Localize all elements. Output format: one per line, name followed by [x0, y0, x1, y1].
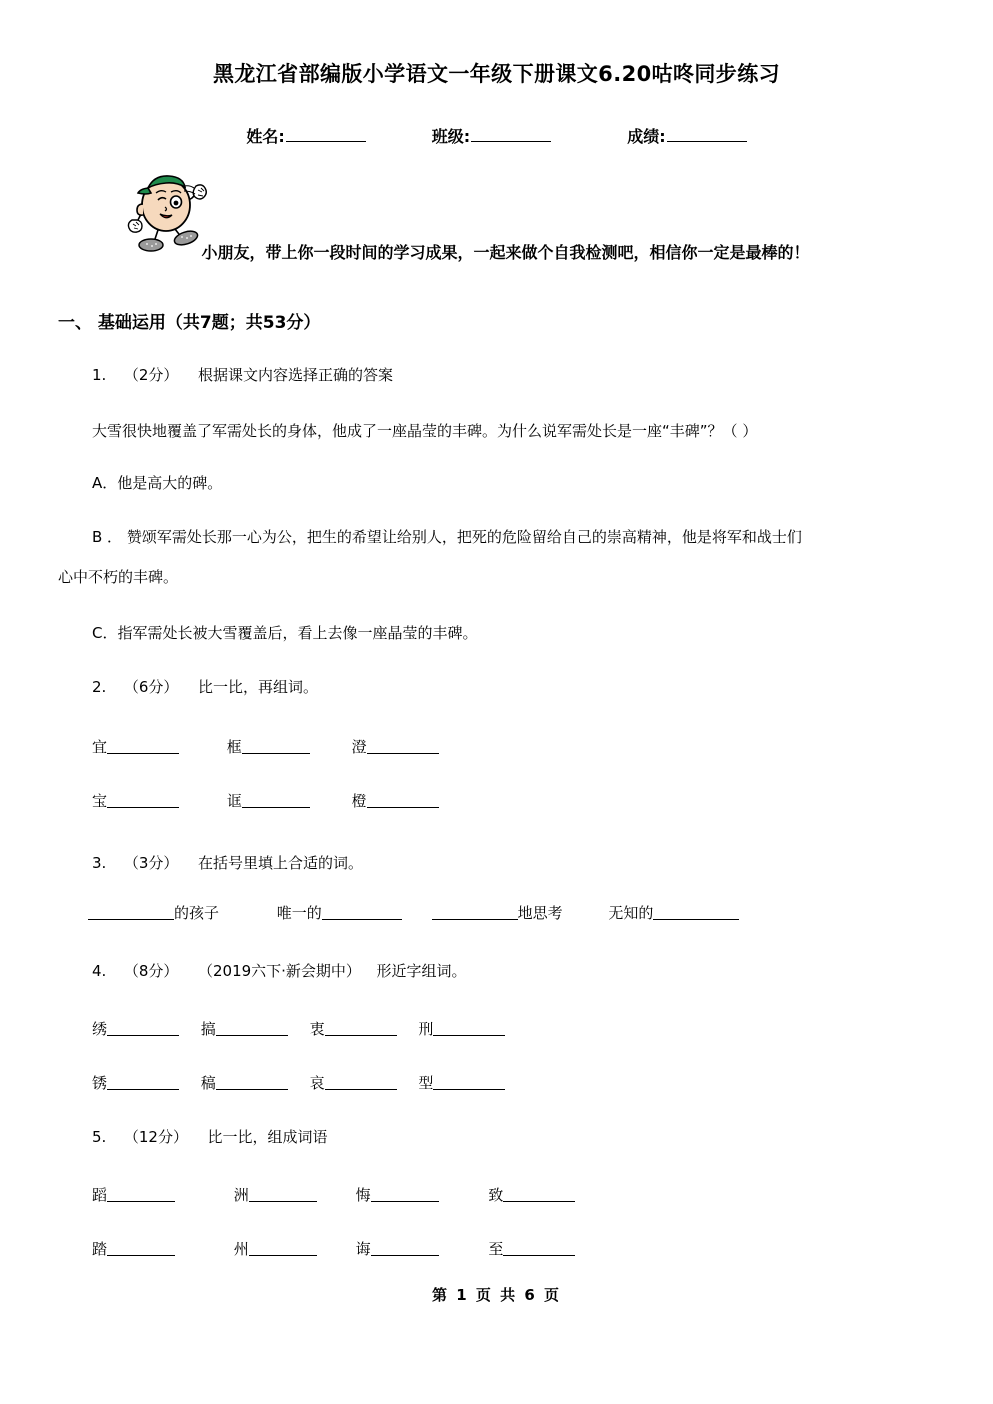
answer-blank[interactable] [107, 1241, 175, 1256]
answer-blank[interactable] [216, 1021, 288, 1036]
question-4-row-2 [92, 1072, 522, 1093]
name-blank[interactable] [286, 126, 366, 142]
answer-blank[interactable] [242, 793, 310, 808]
answer-blank[interactable] [107, 1021, 179, 1036]
student-info-row [0, 124, 993, 147]
question-2-number: 2. [92, 678, 107, 696]
blank-cell[interactable] [227, 790, 347, 811]
question-1-points: （2分） [123, 366, 179, 384]
answer-blank[interactable] [249, 1187, 317, 1202]
char-label: 澄 [351, 738, 367, 756]
section-heading-1: 一、 基础运用（共7题；共53分） [58, 313, 321, 333]
greeting-text: 小朋友，带上你一段时间的学习成果，一起来做个自我检测吧，相信你一定是最棒的！ [201, 243, 810, 262]
question-4-row-1 [92, 1018, 522, 1039]
class-blank[interactable] [471, 126, 551, 142]
blank-cell[interactable] [92, 1238, 229, 1259]
question-1-option-a[interactable]: A．他是高大的碑。 [92, 474, 223, 492]
score-field[interactable] [627, 124, 746, 147]
blank-cell[interactable] [227, 736, 347, 757]
char-label: 搞 [200, 1020, 216, 1038]
char-label: 诓 [226, 792, 242, 810]
cell-prefix: 唯一的 [276, 904, 322, 922]
answer-blank[interactable] [433, 1021, 505, 1036]
blank-cell[interactable] [92, 736, 222, 757]
question-5-row-2 [92, 1238, 608, 1259]
answer-blank[interactable] [367, 739, 439, 754]
question-2-header [92, 676, 318, 697]
question-5-prompt: 比一比，组成词语 [207, 1128, 328, 1146]
question-2-row-2 [92, 790, 472, 811]
answer-blank[interactable] [242, 739, 310, 754]
question-4-points: （8分） [123, 962, 179, 980]
question-1-option-b-cont: 心中不朽的丰碑。 [58, 568, 179, 586]
char-label: 州 [233, 1240, 249, 1258]
name-field[interactable] [246, 124, 365, 147]
question-3-number: 3. [92, 854, 107, 872]
answer-blank[interactable] [216, 1075, 288, 1090]
char-label: 蹈 [92, 1186, 108, 1204]
answer-blank[interactable] [107, 1075, 179, 1090]
class-label: 班级: [431, 127, 471, 146]
blank-cell[interactable] [92, 790, 222, 811]
cell-suffix: 的孩子 [174, 904, 220, 922]
answer-blank[interactable] [371, 1187, 439, 1202]
question-5-points: （12分） [123, 1128, 188, 1146]
char-label: 宝 [92, 792, 108, 810]
question-4-prompt: 形近字组词。 [376, 962, 467, 980]
page-title: 黑龙江省部编版小学语文一年级下册课文6.20咕咚同步练习 [212, 62, 780, 86]
answer-blank[interactable] [371, 1241, 439, 1256]
char-label: 洲 [233, 1186, 249, 1204]
blank-cell[interactable] [310, 1018, 414, 1039]
blank-cell[interactable] [418, 1018, 522, 1039]
question-3-row [88, 902, 768, 923]
blank-cell[interactable] [488, 1184, 608, 1205]
answer-blank[interactable] [107, 739, 179, 754]
char-label: 哀 [309, 1074, 325, 1092]
blank-cell[interactable] [88, 902, 272, 923]
question-1-option-c[interactable]: C．指军需处长被大雪覆盖后，看上去像一座晶莹的丰碑。 [92, 624, 478, 642]
answer-blank[interactable] [322, 905, 402, 920]
question-2-prompt: 比一比，再组词。 [197, 678, 318, 696]
question-5-number: 5. [92, 1128, 107, 1146]
answer-blank[interactable] [503, 1187, 575, 1202]
char-label: 型 [418, 1074, 434, 1092]
answer-blank[interactable] [107, 793, 179, 808]
question-1-header [92, 364, 393, 385]
blank-cell[interactable] [352, 736, 472, 757]
char-label: 绣 [92, 1020, 108, 1038]
question-4-header [92, 960, 467, 981]
question-5-header [92, 1126, 328, 1147]
char-label: 宜 [92, 738, 108, 756]
blank-cell[interactable] [356, 1184, 484, 1205]
char-label: 衷 [309, 1020, 325, 1038]
class-field[interactable] [432, 124, 551, 147]
blank-cell[interactable] [418, 1072, 522, 1093]
question-4-number: 4. [92, 962, 107, 980]
page-footer: 第 1 页 共 6 页 [432, 1286, 561, 1304]
question-3-header [92, 852, 363, 873]
answer-blank[interactable] [249, 1241, 317, 1256]
blank-cell[interactable] [488, 1238, 608, 1259]
blank-cell[interactable] [352, 790, 472, 811]
question-1-stem: 大雪很快地覆盖了军需处长的身体，他成了一座晶莹的丰碑。为什么说军需处长是一座“丰碑”？（ ） [92, 422, 758, 440]
answer-blank[interactable] [107, 1187, 175, 1202]
blank-cell[interactable] [234, 1238, 351, 1259]
blank-cell[interactable] [356, 1238, 484, 1259]
blank-cell[interactable] [201, 1018, 305, 1039]
question-3-points: （3分） [123, 854, 179, 872]
cell-suffix: 地思考 [517, 904, 563, 922]
answer-blank[interactable] [503, 1241, 575, 1256]
question-2-points: （6分） [123, 678, 179, 696]
blank-cell[interactable] [92, 1184, 229, 1205]
question-1-number: 1. [92, 366, 107, 384]
question-1-option-b[interactable]: B ． 赞颂军需处长那一心为公，把生的希望让给别人，把死的危险留给自己的崇高精神，他是将军和战士们 [92, 528, 802, 546]
blank-cell[interactable] [432, 902, 604, 923]
char-label: 橙 [351, 792, 367, 810]
answer-blank[interactable] [367, 793, 439, 808]
question-5-row-1 [92, 1184, 608, 1205]
blank-cell[interactable] [92, 1018, 196, 1039]
answer-blank[interactable] [88, 905, 174, 920]
answer-blank[interactable] [325, 1021, 397, 1036]
answer-blank[interactable] [653, 905, 739, 920]
score-label: 成绩: [627, 127, 666, 146]
blank-cell[interactable] [310, 1072, 414, 1093]
question-1-prompt: 根据课文内容选择正确的答案 [197, 366, 393, 384]
char-label: 锈 [92, 1074, 108, 1092]
question-4-source: （2019六下·新会期中） [197, 962, 361, 980]
char-label: 诲 [355, 1240, 371, 1258]
blank-cell[interactable] [234, 1184, 351, 1205]
blank-cell[interactable] [277, 902, 427, 923]
answer-blank[interactable] [433, 1075, 505, 1090]
char-label: 踏 [92, 1240, 108, 1258]
char-label: 框 [226, 738, 242, 756]
blank-cell[interactable] [92, 1072, 196, 1093]
blank-cell[interactable] [201, 1072, 305, 1093]
question-3-prompt: 在括号里填上合适的词。 [197, 854, 363, 872]
answer-blank[interactable] [325, 1075, 397, 1090]
score-blank[interactable] [667, 126, 747, 142]
char-label: 刑 [418, 1020, 434, 1038]
char-label: 悔 [355, 1186, 371, 1204]
char-label: 致 [488, 1186, 504, 1204]
cell-prefix: 无知的 [608, 904, 654, 922]
answer-blank[interactable] [432, 905, 518, 920]
char-label: 稿 [200, 1074, 216, 1092]
blank-cell[interactable] [608, 902, 768, 923]
name-label: 姓名: [246, 127, 285, 146]
question-2-row-1 [92, 736, 472, 757]
char-label: 至 [488, 1240, 504, 1258]
